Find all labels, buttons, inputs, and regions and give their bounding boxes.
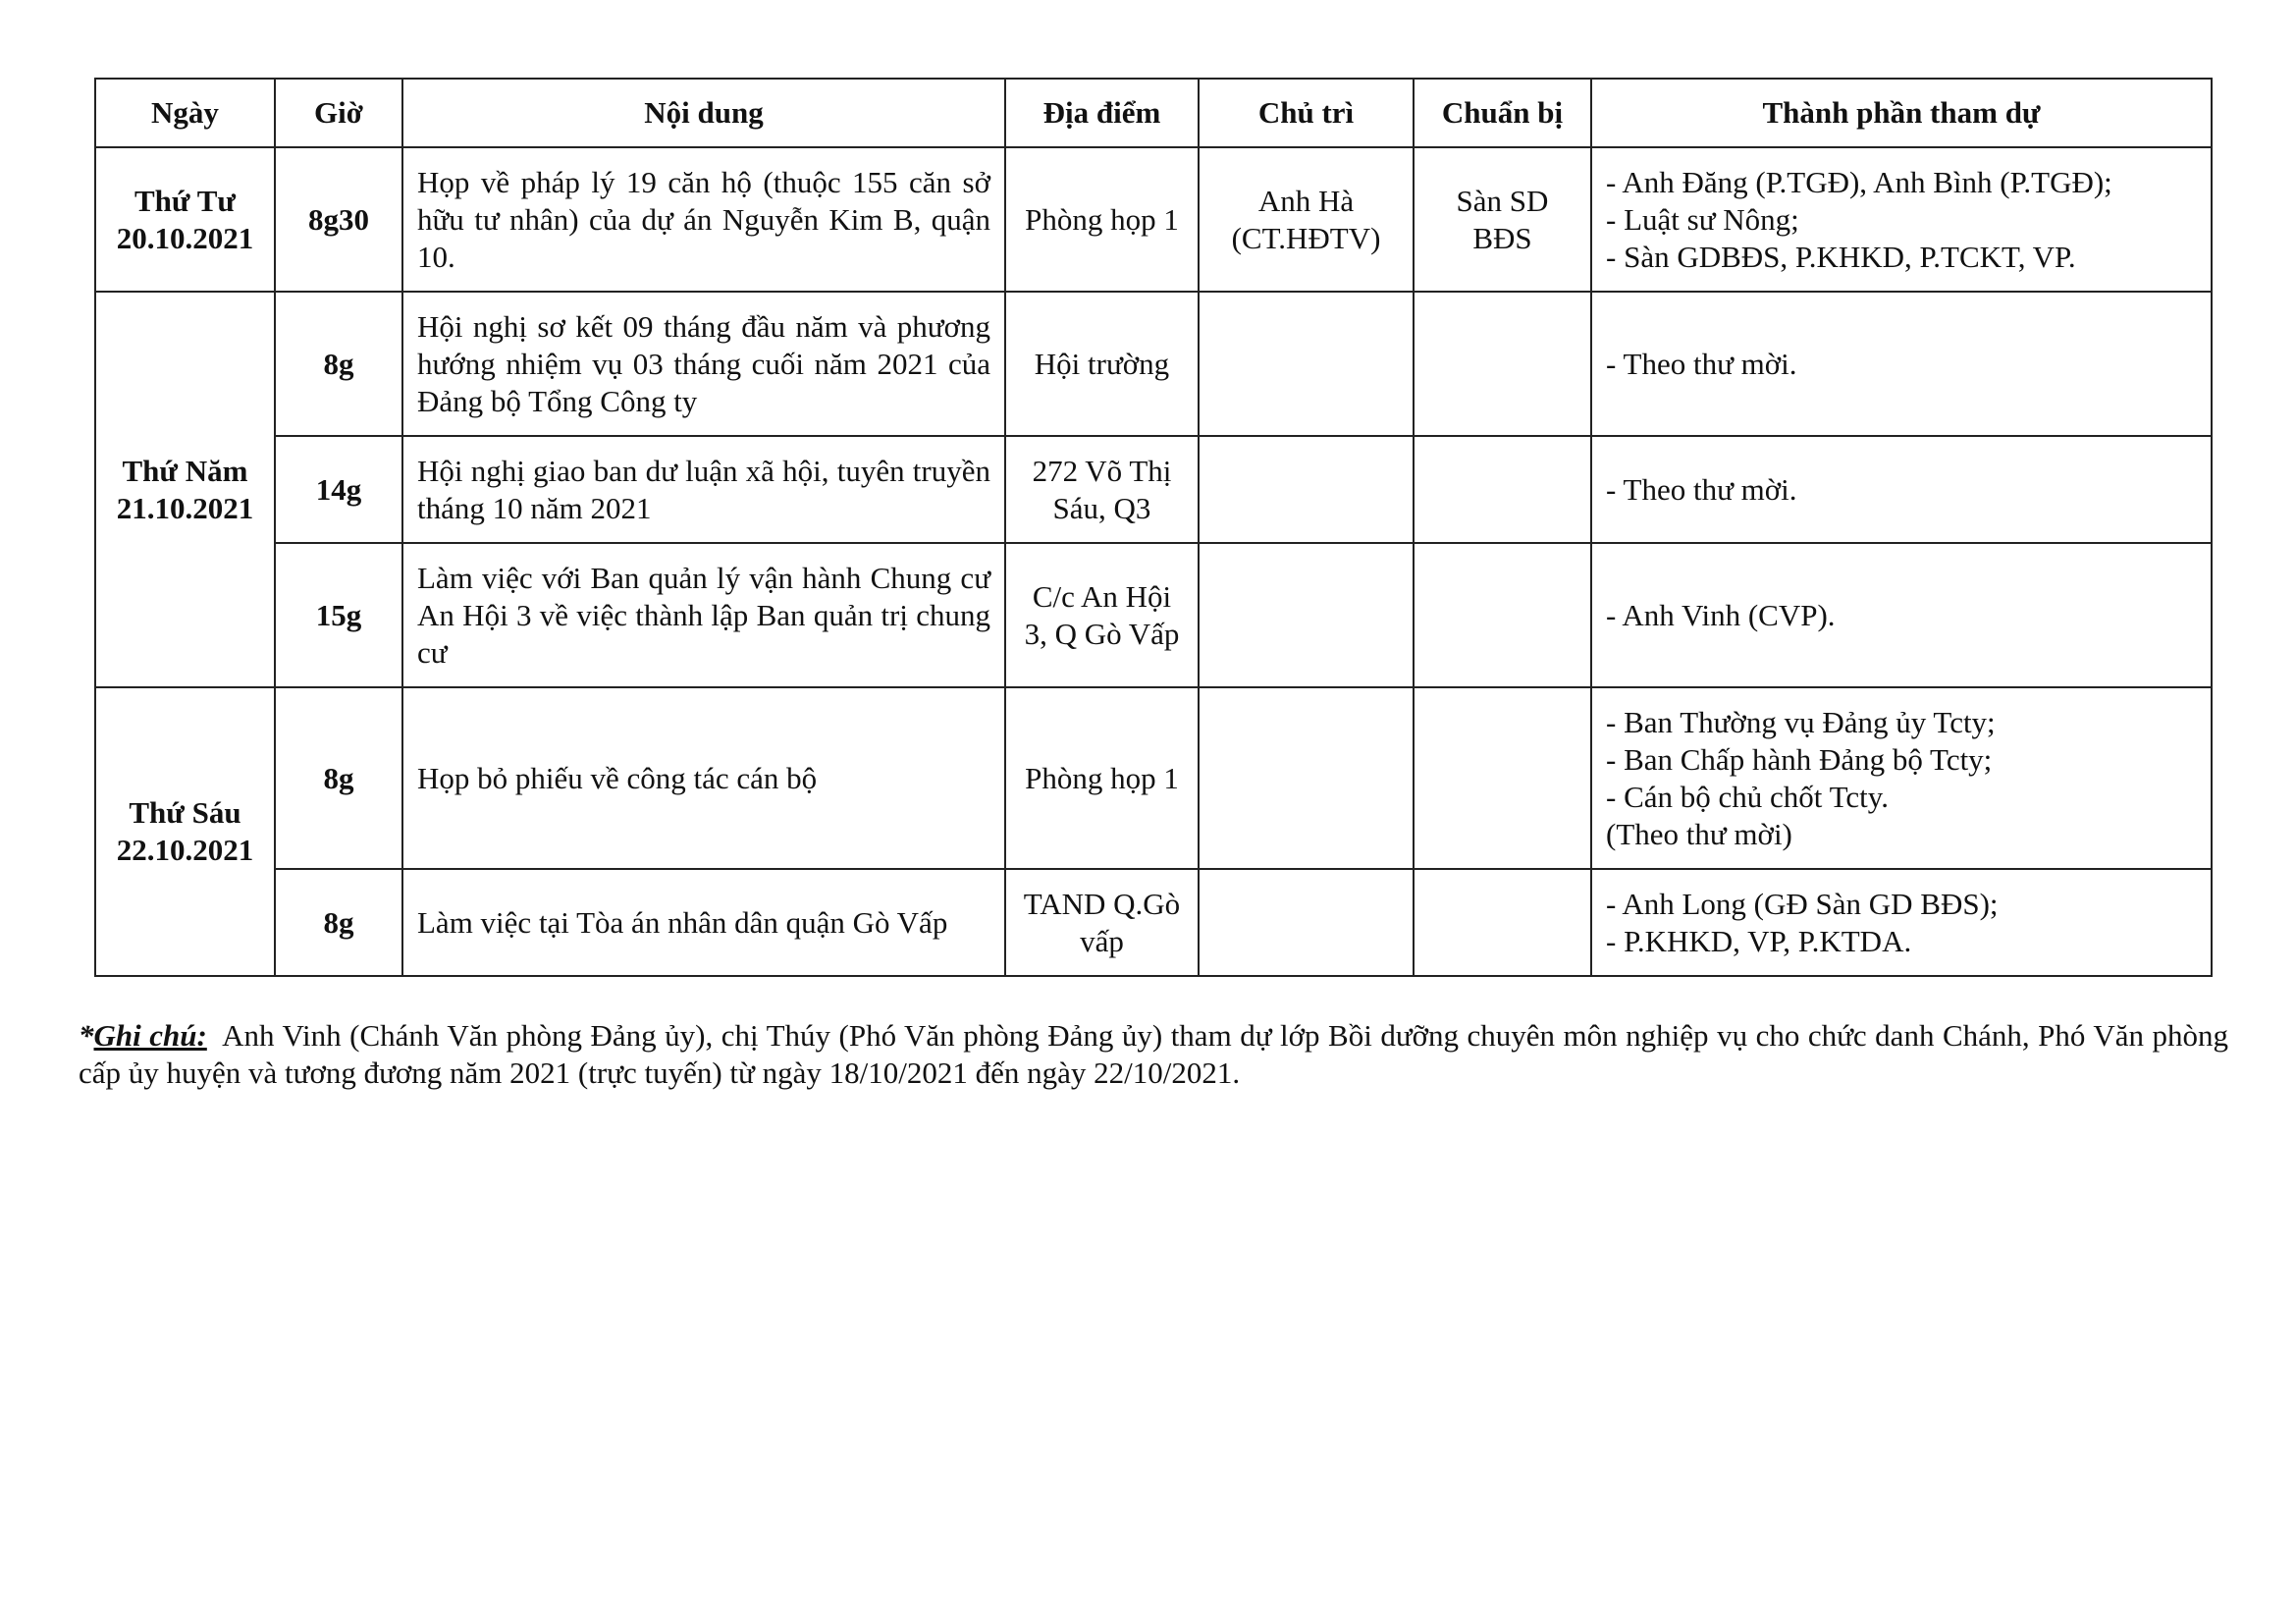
header-row — [95, 79, 2212, 147]
prepare-cell — [1414, 687, 1591, 869]
day-cell-friday — [95, 687, 275, 976]
participant-line: - Luật sư Nông; — [1606, 201, 1799, 237]
participant-line: - Theo thư mời. — [1606, 471, 1797, 507]
col-chair-header: Chủ trì — [1199, 79, 1414, 147]
content-cell: Họp bỏ phiếu về công tác cán bộ — [402, 687, 1005, 869]
time-cell: 15g — [275, 543, 402, 687]
col-content-header: Nội dung — [402, 79, 1005, 147]
table-row — [95, 147, 2212, 292]
location-cell: TAND Q.Gò vấp — [1005, 869, 1199, 976]
footnote-prefix: * — [79, 1018, 94, 1053]
participant-line: - Anh Vinh (CVP). — [1606, 597, 1836, 632]
content-cell: Hội nghị sơ kết 09 tháng đầu năm và phương hướng nhiệm vụ 03 tháng cuối năm 2021 của Đảng bộ Tổng Công ty — [402, 292, 1005, 436]
day-name: Thứ Tư — [134, 183, 236, 218]
content-cell: Hội nghị giao ban dư luận xã hội, tuyên truyền tháng 10 năm 2021 — [402, 436, 1005, 543]
day-date: 20.10.2021 — [116, 220, 254, 255]
day-name: Thứ Sáu — [129, 795, 241, 830]
participant-line: (Theo thư mời) — [1606, 816, 1792, 851]
location-cell: Phòng họp 1 — [1005, 687, 1199, 869]
footnote-text: Anh Vinh (Chánh Văn phòng Đảng ủy), chị Thúy (Phó Văn phòng Đảng ủy) tham dự lớp Bồi dưỡng chuyên môn nghiệp vụ cho chức danh Chánh, Phó Văn phòng cấp ủy huyện và tương đương năm 2021 (trực tuyến) từ ngày 18/10/2021 đến ngày 22/10/2021. — [79, 1018, 2228, 1090]
day-cell-wednesday — [95, 147, 275, 292]
prepare-cell: Sàn SD BĐS — [1414, 147, 1591, 292]
day-date: 22.10.2021 — [116, 833, 254, 867]
content-cell: Làm việc tại Tòa án nhân dân quận Gò Vấp — [402, 869, 1005, 976]
location-cell: Hội trường — [1005, 292, 1199, 436]
prepare-cell — [1414, 292, 1591, 436]
participant-line: - Cán bộ chủ chốt Tcty. — [1606, 779, 1889, 814]
chair-cell — [1199, 436, 1414, 543]
participants-cell — [1591, 687, 2212, 869]
prepare-cell — [1414, 543, 1591, 687]
time-cell: 8g — [275, 687, 402, 869]
participant-line: - Ban Chấp hành Đảng bộ Tcty; — [1606, 741, 1993, 777]
participant-line: - Theo thư mời. — [1606, 346, 1797, 381]
schedule-table — [94, 78, 2213, 977]
participant-line: - Ban Thường vụ Đảng ủy Tcty; — [1606, 704, 1996, 739]
location-cell: 272 Võ Thị Sáu, Q3 — [1005, 436, 1199, 543]
col-day-header: Ngày — [95, 79, 275, 147]
participants-cell — [1591, 292, 2212, 436]
location-cell: Phòng họp 1 — [1005, 147, 1199, 292]
day-cell-thursday — [95, 292, 275, 687]
day-date: 21.10.2021 — [116, 490, 254, 525]
participant-line: - Sàn GDBĐS, P.KHKD, P.TCKT, VP. — [1606, 239, 2076, 274]
day-name: Thứ Năm — [122, 453, 248, 488]
table-row — [95, 869, 2212, 976]
chair-cell — [1199, 292, 1414, 436]
participants-cell — [1591, 147, 2212, 292]
chair-cell — [1199, 543, 1414, 687]
prepare-cell — [1414, 436, 1591, 543]
table-row — [95, 436, 2212, 543]
chair-cell — [1199, 869, 1414, 976]
time-cell: 8g30 — [275, 147, 402, 292]
participant-line: - Anh Đăng (P.TGĐ), Anh Bình (P.TGĐ); — [1606, 164, 2112, 199]
col-prepare-header: Chuẩn bị — [1414, 79, 1591, 147]
participant-line: - Anh Long (GĐ Sàn GD BĐS); — [1606, 886, 1999, 921]
participants-cell — [1591, 436, 2212, 543]
col-time-header: Giờ — [275, 79, 402, 147]
chair-cell — [1199, 687, 1414, 869]
footnote-label-text: Ghi chú: — [93, 1018, 207, 1053]
table-row — [95, 543, 2212, 687]
content-cell: Họp về pháp lý 19 căn hộ (thuộc 155 căn sở hữu tư nhân) của dự án Nguyễn Kim B, quận 10. — [402, 147, 1005, 292]
time-cell: 8g — [275, 292, 402, 436]
location-cell: C/c An Hội 3, Q Gò Vấp — [1005, 543, 1199, 687]
prepare-cell — [1414, 869, 1591, 976]
col-participants-header: Thành phần tham dự — [1591, 79, 2212, 147]
participant-line: - P.KHKD, VP, P.KTDA. — [1606, 923, 1912, 958]
col-location-header: Địa điểm — [1005, 79, 1199, 147]
table-row — [95, 292, 2212, 436]
participants-cell — [1591, 869, 2212, 976]
table-row — [95, 687, 2212, 869]
chair-cell: Anh Hà (CT.HĐTV) — [1199, 147, 1414, 292]
footnote — [79, 1017, 2228, 1092]
time-cell: 14g — [275, 436, 402, 543]
content-cell: Làm việc với Ban quản lý vận hành Chung cư An Hội 3 về việc thành lập Ban quản trị chung cư — [402, 543, 1005, 687]
footnote-label — [79, 1018, 207, 1053]
participants-cell — [1591, 543, 2212, 687]
time-cell: 8g — [275, 869, 402, 976]
